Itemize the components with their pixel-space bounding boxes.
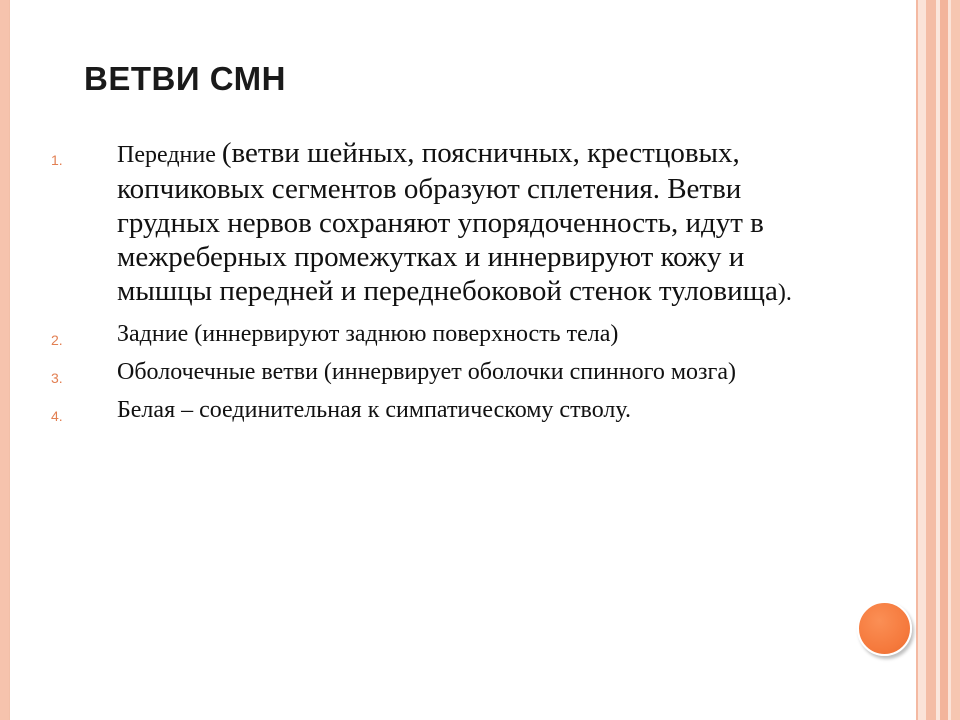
list-item — [46, 358, 836, 386]
branch-list — [46, 136, 836, 434]
slide-title: ВЕТВИ СМН — [84, 60, 286, 97]
list-item-text: Оболочечные ветви (иннервирует оболочки спинного мозга) — [117, 359, 737, 385]
list-item-lead: Передние — [117, 142, 222, 168]
list-item-body: (ветви шейных, поясничных, крестцовых, копчиковых сегментов образуют сплетения. Ветви грудных нервов сохраняют упорядоченность, идут в межреберных промежутках и иннервируют кожу и мышцы передней и переднебоковой стенок туловища — [117, 137, 778, 307]
list-item-text — [117, 136, 836, 310]
decorative-circle — [857, 601, 912, 656]
list-item-text: Задние (иннервируют заднюю поверхность тела) — [117, 321, 619, 347]
frame-left-stripe — [0, 0, 9, 720]
list-item — [46, 320, 836, 348]
list-number: 4. — [51, 408, 63, 424]
list-number: 1. — [51, 152, 63, 168]
list-item-text: Белая – соединительная к симпатическому стволу. — [117, 397, 631, 423]
list-number: 2. — [51, 332, 63, 348]
decorative-stripes — [918, 0, 960, 720]
list-item — [46, 136, 836, 310]
list-number: 3. — [51, 370, 63, 386]
list-item-tail: ). — [777, 280, 792, 306]
list-item — [46, 396, 836, 424]
